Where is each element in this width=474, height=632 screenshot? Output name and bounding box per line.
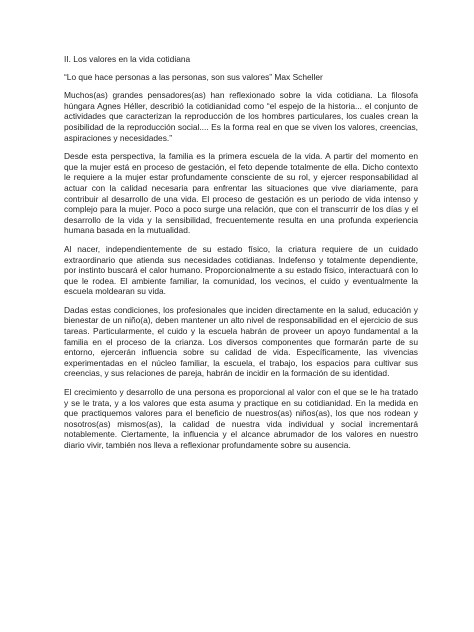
paragraph-4: Dadas estas condiciones, los profesionales que inciden directamente en la salud, educación y bienestar de un niño(a), deben mantener un alto nivel de responsabilidad en el ejercicio de sus tareas. Particularmente, el cuido y la escuela habrán de proveer un apoyo fundamental a la familia en el proceso de la crianza. Los diversos componentes que formarán parte de su entorno, ejercerán influencia sobre su calidad de vida. Específicamente, las vivencias experimentadas en el núcleo familiar, la escuela, el trabajo, los espacios para cultivar sus creencias, y sus relaciones de pareja, habrán de incidir en la formación de su identidad. (64, 304, 418, 379)
epigraph-quote: “Lo que hace personas a las personas, son sus valores” Max Scheller (64, 71, 323, 82)
paragraph-2: Desde esta perspectiva, la familia es la primera escuela de la vida. A partir del momento en que la mujer está en proceso de gestación, el feto depende totalmente de ella. Dicho contexto le requiere a la mujer estar profundamente consciente de su rol, y ejercer responsabilidad al actuar con la calidad necesaria para enfrentar las situaciones que vive diariamente, para contribuir al desarrollo de una vida. El proceso de gestación es un periodo de vida intenso y complejo para la mujer. Poco a poco surge una relación, que con el transcurrir de los días y el desarrollo de la vida y la sensibilidad, frecuentemente resulta en una profunda experiencia humana basada en la mutualidad. (64, 151, 418, 236)
section-heading: II. Los valores en la vida cotidiana (64, 54, 191, 64)
document-body (64, 54, 418, 459)
paragraph-5: El crecimiento y desarrollo de una persona es proporcional al valor con el que se le ha tratado y se le trata, y a los valores que esta asuma y practique en su cotidianidad. En la medida en que practiquemos valores para el beneficio de nuestros(as) niños(as), los que nos rodean y nosotros(as) mismos(as), la calidad de nuestra vida individual y social incrementará notablemente. Ciertamente, la influencia y el alcance abrumador de los valores en nuestro diario vivir, también nos lleva a reflexionar profundamente sobre su ausencia. (64, 387, 418, 450)
paragraph-1: Muchos(as) grandes pensadores(as) han reflexionado sobre la vida cotidiana. La filosofa húngara Agnes Héller, describió la cotidianidad como “el espejo de la historia... el conjunto de actividades que caracterizan la reproducción de los hombres particulares, los cuales crean la posibilidad de la reproducción social.... Es la forma real en que se viven los valores, creencias, aspiraciones y necesidades.” (64, 90, 418, 143)
paragraph-3: Al nacer, independientemente de su estado físico, la criatura requiere de un cuidado extraordinario que atienda sus necesidades cotidianas. Indefenso y totalmente dependiente, por instinto buscará el calor humano. Proporcionalmente a su estado físico, interactuará con lo que le rodea. El ambiente familiar, la comunidad, los vecinos, el cuido y eventualmente la escuela moldearan su vida. (64, 243, 418, 297)
